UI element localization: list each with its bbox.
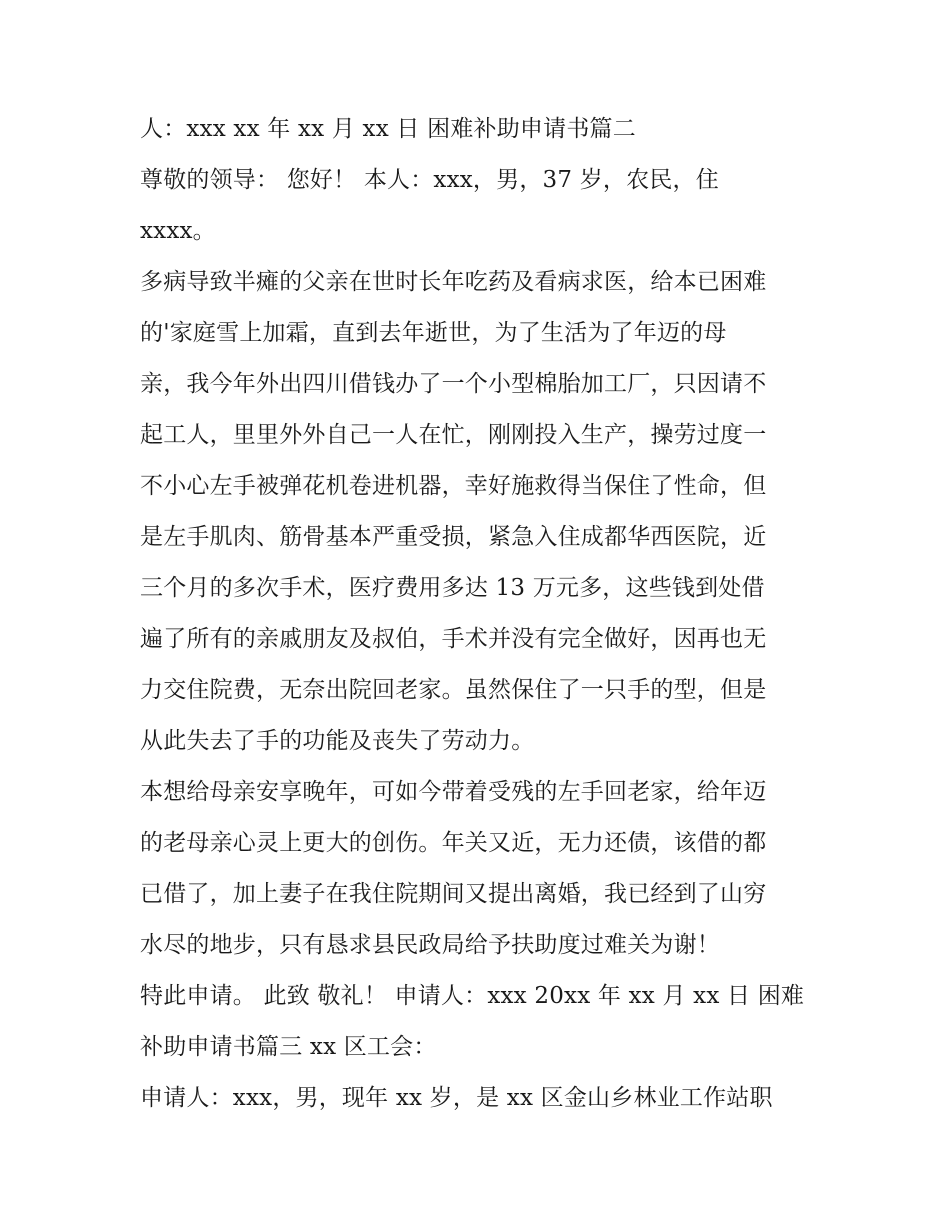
text-line: 的老母亲心灵上更大的创伤。年关又近，无力还债，该借的都 <box>140 830 767 856</box>
text-line: 三个月的多次手术，医疗费用多达 13 万元多，这些钱到处借 <box>140 575 765 601</box>
text-line: 尊敬的领导： 您好！ 本人：xxx，男，37 岁，农民，住 <box>140 167 719 193</box>
text-line: 补助申请书篇三 xx 区工会： <box>140 1034 437 1060</box>
text-line: 从此失去了手的功能及丧失了劳动力。 <box>140 728 535 754</box>
text-line: 人：xxx xx 年 xx 月 xx 日 困难补助申请书篇二 <box>140 116 636 142</box>
document-body <box>140 104 840 1124</box>
text-line: 的'家庭雪上加霜，直到去年逝世，为了生活为了年迈的母 <box>140 320 727 346</box>
text-line: 亲，我今年外出四川借钱办了一个小型棉胎加工厂，只因请不 <box>140 371 767 397</box>
text-line: 申请人：xxx，男，现年 xx 岁，是 xx 区金山乡林业工作站职 <box>140 1085 773 1111</box>
text-line: 已借了，加上妻子在我住院期间又提出离婚，我已经到了山穷 <box>140 881 767 907</box>
text-line: 水尽的地步，只有恳求县民政局给予扶助度过难关为谢！ <box>140 932 720 958</box>
text-line: 力交住院费，无奈出院回老家。虽然保住了一只手的型，但是 <box>140 677 767 703</box>
text-line: 不小心左手被弹花机卷进机器，幸好施救得当保住了性命，但 <box>140 473 767 499</box>
text-line: 本想给母亲安享晚年，可如今带着受残的左手回老家，给年迈 <box>140 779 767 805</box>
text-line: 多病导致半瘫的父亲在世时长年吃药及看病求医，给本已困难 <box>140 269 767 295</box>
text-line: xxxx。 <box>140 218 216 244</box>
text-line: 特此申请。 此致 敬礼！ 申请人：xxx 20xx 年 xx 月 xx 日 困难 <box>140 983 805 1009</box>
text-line: 是左手肌肉、筋骨基本严重受损，紧急入住成都华西医院，近 <box>140 524 767 550</box>
text-line: 遍了所有的亲戚朋友及叔伯，手术并没有完全做好，因再也无 <box>140 626 767 652</box>
text-line: 起工人，里里外外自己一人在忙，刚刚投入生产，操劳过度一 <box>140 422 767 448</box>
